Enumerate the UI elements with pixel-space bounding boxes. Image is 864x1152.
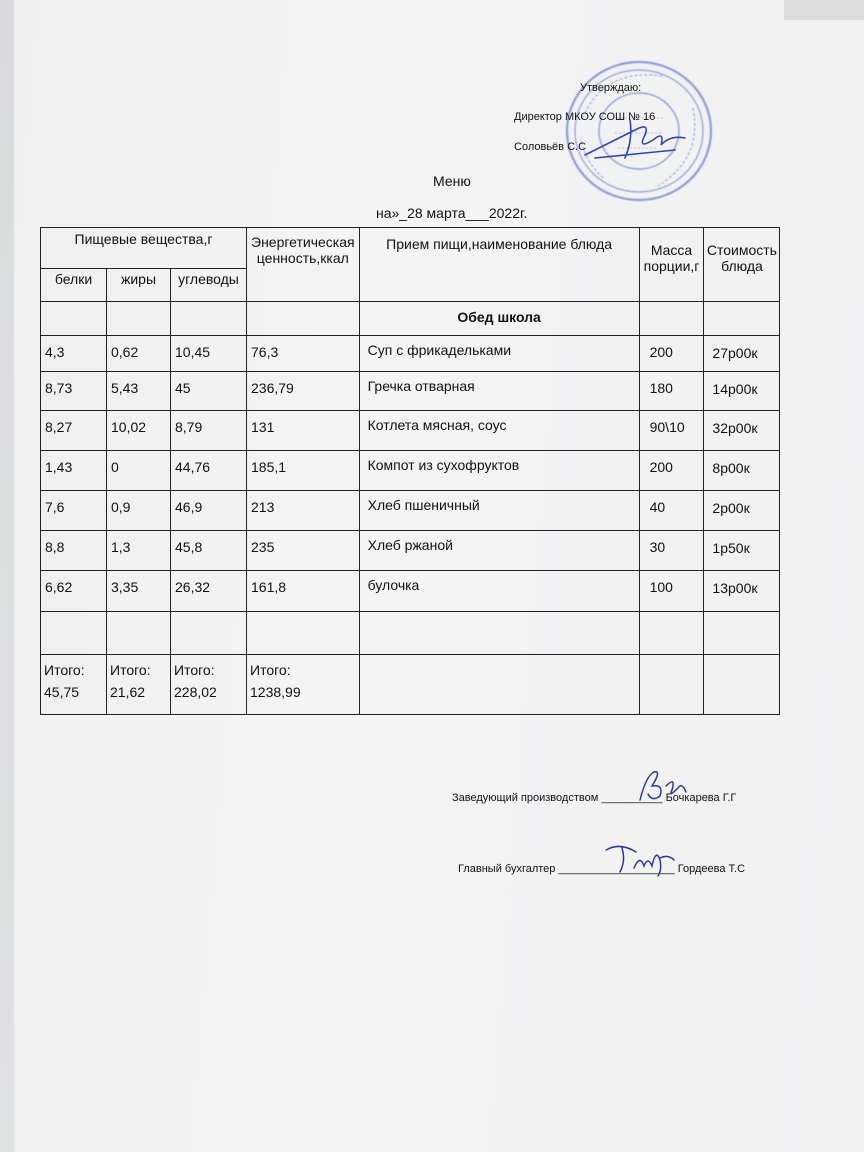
menu-date: на»_28 марта___2022г.: [376, 205, 528, 221]
carbs-cell: 45,8: [171, 531, 247, 571]
carbs-cell: 8,79: [171, 411, 247, 451]
energy-cell: 236,79: [247, 372, 360, 411]
table-row: [41, 451, 780, 491]
mass-cell: 180: [639, 372, 704, 411]
manager-signature-line: [452, 792, 736, 804]
dish-name: булочка: [359, 571, 639, 612]
manager-handwritten-signature: [632, 766, 692, 806]
manager-underline: __________: [601, 792, 663, 804]
accountant-role: Главный бухгалтер: [458, 863, 556, 875]
proteins-cell: 4,3: [41, 336, 107, 372]
fats-cell: 3,35: [107, 571, 171, 612]
table-row: [41, 491, 780, 531]
energy-cell: 235: [247, 531, 360, 571]
total-carbs: Итого: 228,02: [171, 655, 247, 715]
page-corner: [784, 0, 864, 20]
mass-cell: 200: [639, 451, 704, 491]
accountant-handwritten-signature: [600, 838, 680, 878]
approval-label: Утверждаю:: [580, 82, 642, 94]
mass-cell: 90\10: [639, 411, 704, 451]
fats-cell: 5,43: [107, 372, 171, 411]
mass-cell: 200: [639, 336, 704, 372]
accountant-name: Гордеева Т.С: [677, 863, 746, 875]
energy-cell: 76,3: [247, 336, 360, 372]
header-nutrients: Пищевые вещества,г: [41, 228, 247, 269]
approval-director: Директор МКОУ СОШ № 16: [514, 111, 656, 123]
carbs-cell: 46,9: [171, 491, 247, 531]
cost-cell: 14р00к: [704, 372, 780, 411]
header-row: [41, 228, 780, 269]
table-row: [41, 411, 780, 451]
section-title: Обед школа: [359, 302, 639, 336]
dish-name: Суп с фрикадельками: [359, 336, 639, 372]
empty-row: [41, 612, 780, 655]
mass-cell: 40: [639, 491, 704, 531]
proteins-cell: 6,62: [41, 571, 107, 612]
cost-cell: 2р00к: [704, 491, 780, 531]
energy-cell: 213: [247, 491, 360, 531]
energy-cell: 185,1: [247, 451, 360, 491]
proteins-cell: 8,73: [41, 372, 107, 411]
carbs-cell: 10,45: [171, 336, 247, 372]
proteins-cell: 8,27: [41, 411, 107, 451]
menu-table: [40, 227, 780, 715]
mass-cell: 100: [639, 571, 704, 612]
fats-cell: 1,3: [107, 531, 171, 571]
dish-name: Гречка отварная: [359, 372, 639, 411]
accountant-underline: ___________________: [558, 863, 675, 875]
dish-name: Котлета мясная, соус: [359, 411, 639, 451]
table-row: [41, 372, 780, 411]
cost-cell: 13р00к: [704, 571, 780, 612]
header-carbs: углеводы: [171, 269, 247, 302]
table-row: [41, 571, 780, 612]
cost-cell: 27р00к: [704, 336, 780, 372]
energy-cell: 131: [247, 411, 360, 451]
fats-cell: 0,62: [107, 336, 171, 372]
approval-name: Соловьёв С.С: [514, 141, 587, 153]
header-meal: Прием пищи,наименование блюда: [359, 228, 639, 302]
manager-name: Бочкарева Г.Г: [665, 792, 737, 804]
header-proteins: белки: [41, 269, 107, 302]
energy-cell: 161,8: [247, 571, 360, 612]
header-energy: Энергетическая ценность,ккал: [247, 228, 360, 302]
cost-cell: 8р00к: [704, 451, 780, 491]
carbs-cell: 26,32: [171, 571, 247, 612]
cost-cell: 1р50к: [704, 531, 780, 571]
dish-name: Хлеб ржаной: [359, 531, 639, 571]
dish-name: Компот из сухофруктов: [359, 451, 639, 491]
carbs-cell: 45: [171, 372, 247, 411]
header-fats: жиры: [107, 269, 171, 302]
page-title: Меню: [433, 173, 471, 189]
fats-cell: 0: [107, 451, 171, 491]
totals-row: [41, 655, 780, 715]
total-energy: Итого: 1238,99: [247, 655, 360, 715]
total-proteins: Итого: 45,75: [41, 655, 107, 715]
header-mass: Масса порции,г: [639, 228, 704, 302]
header-cost: Стоимость блюда: [704, 228, 780, 302]
dish-name: Хлеб пшеничный: [359, 491, 639, 531]
proteins-cell: 7,6: [41, 491, 107, 531]
proteins-cell: 8,8: [41, 531, 107, 571]
manager-role: Заведующий производством: [452, 792, 599, 804]
table-row: [41, 531, 780, 571]
carbs-cell: 44,76: [171, 451, 247, 491]
fats-cell: 10,02: [107, 411, 171, 451]
mass-cell: 30: [639, 531, 704, 571]
section-row: [41, 302, 780, 336]
fats-cell: 0,9: [107, 491, 171, 531]
total-fats: Итого: 21,62: [107, 655, 171, 715]
cost-cell: 32р00к: [704, 411, 780, 451]
table-row: [41, 336, 780, 372]
proteins-cell: 1,43: [41, 451, 107, 491]
